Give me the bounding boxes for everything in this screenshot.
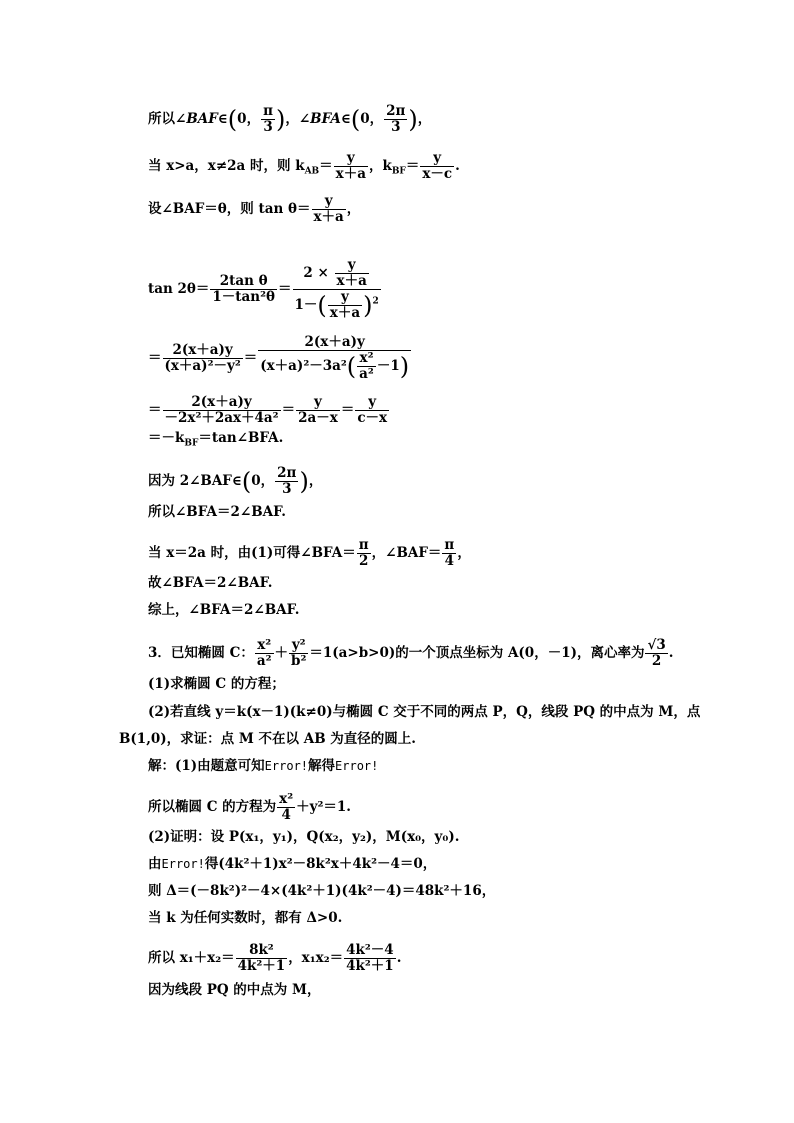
numerator: y (334, 151, 368, 167)
problem-3-part-2-cont: B(1,0)，求证：点 M 不在以 AB 为直径的圆上. (119, 731, 416, 747)
text-line-18 (148, 792, 351, 823)
error-placeholder: Error! (335, 759, 379, 773)
fraction (357, 538, 371, 569)
text: ＝tan∠BFA. (198, 430, 284, 446)
compound-fraction (258, 335, 411, 382)
fraction (442, 538, 456, 569)
denominator: x＋a (335, 166, 366, 182)
numerator: 2π (386, 103, 406, 119)
text: 所以∠ (148, 111, 187, 127)
text: 所以 x₁＋x₂＝ (148, 950, 235, 966)
text: 0， (360, 111, 384, 127)
fraction (645, 638, 667, 669)
text: ＝ (243, 350, 258, 366)
solution-part-1 (148, 756, 378, 776)
text-line-7 (148, 428, 283, 448)
numerator: y (328, 290, 362, 306)
fraction (210, 274, 277, 305)
paren: ( (227, 105, 238, 134)
text-line-23 (148, 943, 401, 974)
text: ，k (368, 158, 392, 174)
denominator: b² (291, 653, 307, 669)
paren: ) (299, 467, 309, 496)
error-placeholder: Error! (264, 759, 309, 773)
text: ＝ (405, 158, 420, 174)
fraction (255, 638, 274, 669)
text: 3．已知椭圆 C： (148, 645, 254, 661)
denominator (258, 351, 411, 382)
text: 解：(1)由题意可知 (148, 758, 265, 774)
text: ， (457, 545, 471, 561)
solution-part-2: (2)证明：设 P(x₁，y₁)，Q(x₂，y₂)，M(x₀，y₀). (148, 829, 460, 845)
text: ∈ (217, 111, 228, 127)
denominator: x＋a (313, 209, 344, 225)
paren: ( (350, 105, 361, 134)
numerator: π (444, 537, 455, 553)
text-line-9: 所以∠BFA＝2∠BAF. (148, 504, 287, 520)
text-line-24: 因为线段 PQ 的中点为 M， (148, 982, 321, 998)
fraction (275, 466, 298, 497)
numerator: 2(x＋a)y (258, 335, 411, 351)
fraction (289, 638, 308, 669)
text: 由 (148, 856, 162, 872)
paren: ) (275, 105, 286, 134)
numerator: x² (255, 638, 274, 654)
text: ∈ (340, 111, 351, 127)
text-line-2 (148, 151, 460, 182)
numerator: 2(x＋a)y (163, 343, 243, 359)
denominator: c－x (357, 410, 388, 426)
subscript: BF (391, 166, 406, 177)
paren: ) (408, 105, 418, 134)
fraction (328, 290, 362, 321)
text: ＝ (340, 402, 355, 418)
fraction (163, 343, 243, 374)
denominator: 2a－x (298, 410, 338, 426)
text: 当 x＝2a 时，由(1)可得∠BFA＝ (148, 545, 356, 561)
numerator: 2π (277, 465, 297, 481)
problem-3-part-1: (1)求椭圆 C 的方程； (148, 676, 285, 692)
subscript: BF (184, 438, 199, 449)
text-line-10 (148, 538, 471, 569)
paren: ) (399, 352, 410, 381)
text-line-6 (148, 395, 390, 426)
text: 所以椭圆 C 的方程为 (148, 799, 277, 815)
problem-3-part-2: (2)若直线 y＝k(x－1)(k≠0)与椭圆 C 交于不同的两点 P，Q，线段 PQ 的中点为 M，点 (148, 704, 701, 720)
text: ＋y²＝1. (296, 799, 351, 815)
numerator: y (355, 395, 389, 411)
text: ＝ (281, 402, 296, 418)
denominator: 3 (282, 481, 292, 497)
text: ＝ (319, 158, 333, 174)
denominator: 4k²＋1 (346, 958, 394, 974)
denominator: 4 (281, 807, 291, 823)
numerator: 4k²－4 (346, 942, 394, 958)
text: . (668, 645, 674, 661)
denominator: a² (359, 366, 374, 382)
denominator: 4 (444, 553, 455, 569)
text: －1 (376, 358, 400, 374)
denominator: 3 (391, 119, 401, 135)
fraction (420, 151, 454, 182)
problem-3-statement (148, 638, 673, 669)
fraction (357, 351, 376, 382)
error-placeholder: Error! (161, 857, 205, 871)
fraction (277, 792, 295, 823)
text-line-20 (148, 854, 436, 874)
denominator: (x＋a)²－y² (164, 358, 241, 374)
text: ＝－k (148, 430, 185, 446)
numerator: 2tan θ (210, 274, 277, 290)
fraction (355, 395, 389, 426)
math: BFA (310, 111, 341, 127)
numerator: y (312, 194, 346, 210)
fraction (236, 943, 288, 974)
paren: ) (363, 291, 373, 320)
paren: ( (317, 291, 327, 320)
text: ， (346, 201, 361, 217)
text: ， (308, 473, 323, 489)
text: 0， (251, 473, 275, 489)
text-line-11: 故∠BFA＝2∠BAF. (148, 575, 273, 591)
denominator: x＋a (336, 273, 367, 289)
paren: ( (346, 352, 357, 381)
numerator (293, 258, 381, 290)
text: ＝ (148, 402, 162, 418)
text: 因为 2∠BAF∈ (148, 473, 242, 489)
text: ， (417, 111, 432, 127)
text: 解得 (308, 758, 336, 774)
denominator (293, 290, 381, 321)
text: ＝ (278, 281, 292, 297)
paren: ( (241, 467, 252, 496)
text-line-4 (148, 258, 382, 321)
text-line-12: 综上，∠BFA＝2∠BAF. (148, 602, 300, 618)
numerator: y (335, 258, 369, 274)
text-line-3 (148, 194, 360, 225)
numerator: x² (279, 791, 294, 807)
text: 1－ (294, 297, 318, 313)
denominator: 2 (651, 653, 662, 669)
denominator: 3 (263, 119, 273, 135)
fraction (163, 395, 281, 426)
superscript: 2 (372, 296, 379, 307)
numerator: 2(x＋a)y (163, 395, 281, 411)
numerator: x² (357, 351, 376, 367)
numerator: √3 (647, 637, 666, 653)
text-line-1 (148, 104, 431, 135)
numerator: y (296, 395, 340, 411)
text: (x＋a)²－3a² (260, 358, 347, 374)
subscript: AB (304, 166, 320, 177)
text: 设∠BAF＝θ，则 tan θ＝ (148, 201, 311, 217)
denominator: 2 (358, 553, 369, 569)
numerator: 8k² (236, 943, 288, 959)
fraction (261, 104, 275, 135)
text: 得(4k²＋1)x²－8k²x＋4k²－4＝0， (204, 856, 437, 872)
denominator: －2x²＋2ax＋4a² (164, 410, 279, 426)
compound-fraction (293, 258, 381, 321)
fraction (312, 194, 346, 225)
text: . (396, 950, 402, 966)
numerator: π (263, 103, 273, 119)
text: . (455, 158, 460, 174)
math: BAF (186, 111, 218, 127)
fraction (334, 151, 368, 182)
numerator: π (358, 537, 369, 553)
fraction (344, 943, 396, 974)
text-line-5 (148, 335, 412, 382)
text: ，x₁x₂＝ (288, 950, 344, 966)
fraction (335, 258, 369, 289)
denominator: 4k²＋1 (237, 958, 286, 974)
text: ，∠BAF＝ (371, 545, 442, 561)
numerator: y² (289, 638, 308, 654)
text: 2 × (303, 265, 334, 281)
text-line-8 (148, 466, 322, 497)
denominator: 1－tan²θ (212, 289, 276, 305)
text: ＝ (148, 350, 162, 366)
denominator: x－c (422, 166, 453, 182)
text: ，∠ (285, 111, 311, 127)
text: tan 2θ＝ (148, 281, 210, 297)
fraction (296, 395, 340, 426)
text: ＝1(a>b>0)的一个顶点坐标为 A(0，－1)，离心率为 (309, 645, 645, 661)
text-line-21: 则 Δ＝(－8k²)²－4×(4k²＋1)(4k²－4)＝48k²＋16， (148, 883, 496, 899)
text: 当 x>a，x≠2a 时，则 k (148, 158, 305, 174)
text: ＋ (274, 645, 289, 661)
denominator: a² (256, 653, 272, 669)
denominator: x＋a (329, 305, 361, 321)
fraction (384, 104, 407, 135)
numerator: y (420, 151, 454, 167)
text-line-22: 当 k 为任何实数时，都有 Δ>0. (148, 910, 343, 926)
text: 0， (237, 111, 261, 127)
